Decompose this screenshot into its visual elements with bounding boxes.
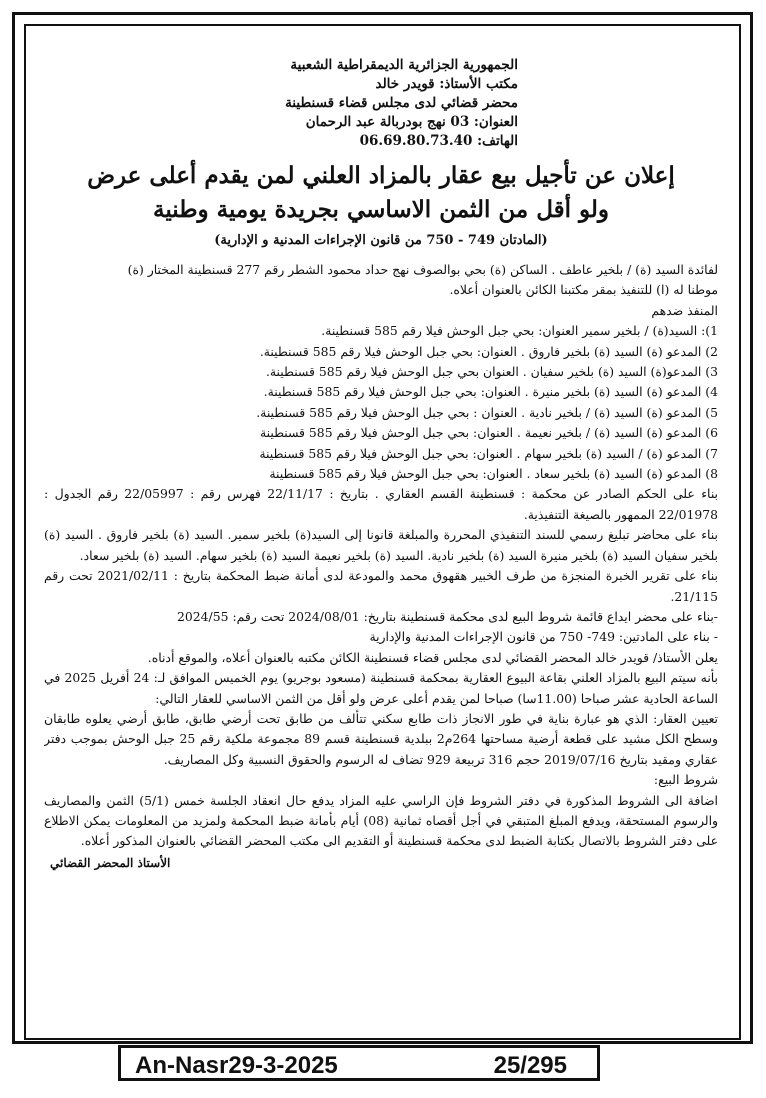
defendant-item: 8) المدعو (ة) السيد (ة) بلخير سعاد . العنوان: بحي جبل الوحش فيلا رقم 585 قسنطينة [269,466,718,482]
expertise-paragraph: بناء على تقرير الخبرة المنجزة من طرف الخبير هقهوق محمد والمودعة لدى أمانة ضبط المحكمة بتاريخ : 2021/02/11 تحت رقم 21/115. [44,568,718,604]
conditions-paragraph: اضافة الى الشروط المذكورة في دفتر الشروط فإن الراسي عليه المزاد يدفع حال انعقاد الجلسة خمس (5/1) الثمن والمصاريف والرسوم المستحقة، ويدفع المبلغ المتبقي في أجل أقصاه ثمانية (08) أيام بأمانة ضبط المحكمة ولمزيد من المعلومات يمكن الاطلاع على دفتر الشروط بالاتصال بكتابة الضبط لدى محكمة قسنطينة أو التقديم الى مكتب المحضر القضائي بالعنوان المذكور أعلاه. [44,792,718,849]
conditions-heading: شروط البيع: [653,772,718,788]
header-line-role: محضر قضائي لدى مجلس قضاء قسنطينة [285,95,518,111]
judgment-paragraph: بناء على الحكم الصادر عن محكمة : قسنطينة القسم العقاري . بتاريخ : 22/11/17 فهرس رقم : 22/05997 رقم الجدول : 22/01978 الممهور بالصيغة التنفيذية. [44,486,718,522]
beneficiary-line: لفائدة السيد (ة) / بلخير عاطف . الساكن (ة) بحي بوالصوف نهج حداد محمود الشطر رقم 277 قسنطينة المختار (ة) [127,262,718,277]
beneficiary-domicile: موطنا له (ا) للتنفيذ بمقر مكتبنا الكائن بالعنوان أعلاه. [449,282,718,298]
title-line-1: إعلان عن تأجيل بيع عقار بالمزاد العلني لمن يقدم أعلى عرض [87,162,675,189]
header-line-address: العنوان: 03 نهج بودربالة عبد الرحمان [305,114,518,130]
defendant-item: 6) المدعو (ة) السيد (ة) / بلخير نعيمة . العنوان: بحي جبل الوحش فيلا رقم 585 قسنطينة [259,425,718,441]
legal-reference: (المادتان 749 - 750 من قانون الإجراءات المدنية و الإدارية) [214,233,548,248]
publication-reference: 25/295 [493,1052,567,1079]
announcement-title [44,159,718,227]
deposit-line: -بناء على محضر ايداع قائمة شروط البيع لدى محكمة قسنطينة بتاريخ: 2024/08/01 تحت رقم: 2024/55 [177,608,718,624]
title-line-2: ولو أقل من الثمن الاساسي بجريدة يومية وطنية [152,196,609,223]
announcement-body [44,260,718,852]
publication-footer [118,1045,600,1081]
defendant-item: 3) المدعو(ة) السيد (ة) بلخير سفيان . العنوان بحي جبل الوحش فيلا رقم 585 قسنطينة. [265,364,718,380]
publication-name-date: An-Nasr29-3-2025 [135,1052,338,1079]
office-header [44,56,718,151]
header-line-phone: الهاتف: 06.69.80.73.40 [359,133,518,149]
defendant-item: 1): السيد(ة) / بلخير سمير العنوان: بحي جبل الوحش فيلا رقم 585 قسنطينة. [321,323,718,339]
defendant-item: 5) المدعو (ة) السيد (ة) / بلخير نادية . العنوان : بحي جبل الوحش فيلا رقم 585 قسنطينة. [256,404,718,420]
header-line-office: مكتب الأستاذ: قويدر خالد [375,76,518,92]
defendants-heading: المنفذ ضدهم [651,302,718,318]
announcement [44,56,718,1040]
property-paragraph: تعيين العقار: الذي هو عبارة بناية في طور الانجاز ذات طابع سكني تتألف من طابق تحت أرضي طابق، طابق أرضي يعلوه طابقان وسطح الكل مشيد على قطعة أرضية مساحتها 264م2 ببلدية قسنطينة قسم 89 مجموعة ملكية رقم 25 جبل الوحش بموجب دفتر عقاري ومقيد بتاريخ 2019/07/16 حجم 316 تربيعة 929 تضاف له الرسوم والحقوق النسبية وكل المصاريف. [44,710,718,767]
notification-paragraph: بناء على محاضر تبليغ رسمي للسند التنفيذي المحررة والمبلغة قانونا إلى السيد(ة) بلخير سمير. السيد (ة) بلخير فاروق . السيد (ة) بلخير سفيان السيد (ة) بلخير منيرة السيد (ة) بلخير نادية. السيد (ة) بلخير نعيمة السيد (ة) بلخير سهام. السيد (ة) بلخير سعاد. [44,527,718,563]
bailiff-signature: الأستاذ المحضر القضائي [50,855,171,870]
bailiff-line: يعلن الأستاذ/ قويدر خالد المحضر القضائي لدى مجلس قضاء قسنطينة الكائن مكتبه بالعنوان أعلاه، والموقع أدناه. [147,649,718,665]
defendant-item: 7) المدعو (ة) / السيد (ة) بلخير سهام . العنوان: بحي جبل الوحش فيلا رقم 585 قسنطينة [259,445,718,461]
articles-line: - بناء على المادتين: 749- 750 من قانون الإجراءات المدنية والإدارية [369,629,718,645]
sale-paragraph: بأنه سيتم البيع بالمزاد العلني بقاعة البيوع العقارية بمحكمة قسنطينة (مسعود بوجريو) يوم الخميس الموافق لـ: 24 أفريل 2025 في الساعة الحادية عشر صباحا (11.00سا) صباحا لمن يقدم أعلى عرض ولو أقل من الثمن الاساسي للعقار التالي: [44,670,718,706]
defendant-item: 4) المدعو (ة) السيد (ة) بلخير منيرة . العنوان: بحي جبل الوحش فيلا رقم 585 قسنطينة. [263,384,718,400]
defendant-item: 2) المدعو (ة) السيد (ة) بلخير فاروق . العنوان: بحي جبل الوحش فيلا رقم 585 قسنطينة. [259,343,718,359]
header-line-republic: الجمهورية الجزائرية الديمقراطية الشعبية [290,57,518,73]
